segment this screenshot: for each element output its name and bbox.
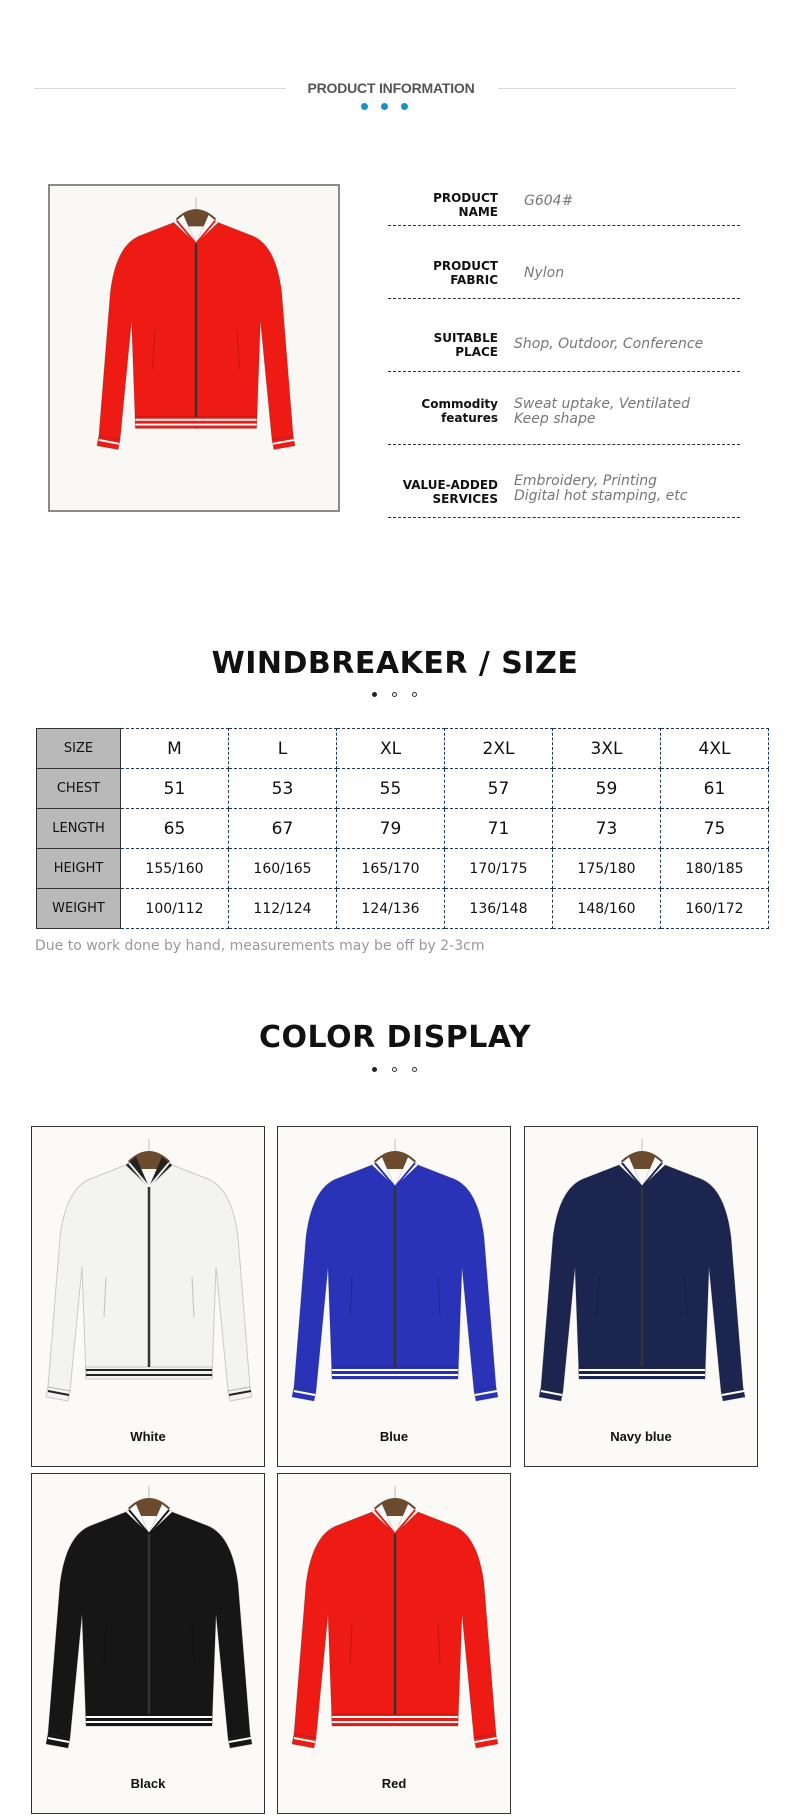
table-cell: 136/148 bbox=[445, 889, 553, 929]
table-cell: 100/112 bbox=[121, 889, 229, 929]
title-dot bbox=[372, 1067, 377, 1072]
table-cell: 57 bbox=[445, 769, 553, 809]
table-cell: 160/165 bbox=[229, 849, 337, 889]
size-column-header: 3XL bbox=[553, 729, 661, 769]
table-cell: 53 bbox=[229, 769, 337, 809]
header-dot bbox=[401, 103, 408, 110]
table-cell: 75 bbox=[661, 809, 769, 849]
row-label-weight: WEIGHT bbox=[37, 889, 121, 929]
color-swatch-card[interactable] bbox=[277, 1126, 511, 1467]
table-cell: 51 bbox=[121, 769, 229, 809]
jacket-illustration bbox=[278, 1127, 511, 1467]
section-title-size: WINDBREAKER / SIZE bbox=[211, 646, 579, 681]
info-value: Sweat uptake, Ventilated Keep shape bbox=[514, 396, 690, 427]
color-swatch-card[interactable] bbox=[31, 1473, 265, 1814]
size-column-header: XL bbox=[337, 729, 445, 769]
info-row bbox=[388, 176, 740, 226]
color-swatch-card[interactable] bbox=[277, 1473, 511, 1814]
info-row bbox=[388, 445, 740, 518]
section-title-color-display: COLOR DISPLAY bbox=[259, 1020, 531, 1055]
table-cell: 55 bbox=[337, 769, 445, 809]
table-cell: 155/160 bbox=[121, 849, 229, 889]
table-row bbox=[37, 849, 769, 889]
jacket-illustration bbox=[525, 1127, 758, 1467]
title-dot bbox=[392, 692, 397, 697]
table-row bbox=[37, 889, 769, 929]
title-dot bbox=[412, 692, 417, 697]
info-row bbox=[388, 372, 740, 445]
table-cell: 59 bbox=[553, 769, 661, 809]
row-label-length: LENGTH bbox=[37, 809, 121, 849]
info-row bbox=[388, 299, 740, 372]
jacket-illustration bbox=[50, 186, 340, 512]
table-cell: 61 bbox=[661, 769, 769, 809]
size-column-header: M bbox=[121, 729, 229, 769]
info-label: SUITABLE PLACE bbox=[433, 331, 498, 359]
info-label: Commodity features bbox=[421, 397, 498, 425]
product-main-image bbox=[48, 184, 340, 512]
color-label: Red bbox=[381, 1776, 407, 1791]
measurement-note: Due to work done by hand, measurements may be off by 2-3cm bbox=[35, 938, 485, 954]
table-cell: 165/170 bbox=[337, 849, 445, 889]
table-cell: 170/175 bbox=[445, 849, 553, 889]
jacket-illustration bbox=[278, 1474, 511, 1814]
title-dot bbox=[392, 1067, 397, 1072]
row-label-height: HEIGHT bbox=[37, 849, 121, 889]
info-label: PRODUCT FABRIC bbox=[433, 259, 498, 287]
section-title-product-information: PRODUCT INFORMATION bbox=[307, 80, 475, 96]
size-column-header: L bbox=[229, 729, 337, 769]
color-label: White bbox=[130, 1429, 166, 1444]
color-label: Navy blue bbox=[610, 1429, 672, 1444]
info-value: G604# bbox=[524, 193, 574, 209]
table-cell: 160/172 bbox=[661, 889, 769, 929]
table-cell: 79 bbox=[337, 809, 445, 849]
table-row bbox=[37, 729, 769, 769]
jacket-illustration bbox=[32, 1474, 265, 1814]
color-label: Blue bbox=[379, 1429, 409, 1444]
header-rule-left bbox=[34, 88, 286, 89]
title-dot bbox=[412, 1067, 417, 1072]
jacket-illustration bbox=[32, 1127, 265, 1467]
table-cell: 65 bbox=[121, 809, 229, 849]
table-cell: 71 bbox=[445, 809, 553, 849]
info-label: PRODUCT NAME bbox=[433, 191, 498, 219]
info-row bbox=[388, 226, 740, 299]
table-cell: 175/180 bbox=[553, 849, 661, 889]
color-swatch-card[interactable] bbox=[524, 1126, 758, 1467]
size-table bbox=[36, 728, 769, 929]
info-value: Shop, Outdoor, Conference bbox=[514, 336, 704, 352]
color-swatch-card[interactable] bbox=[31, 1126, 265, 1467]
color-label: Black bbox=[130, 1776, 166, 1791]
size-header-cell: SIZE bbox=[37, 729, 121, 769]
row-label-chest: CHEST bbox=[37, 769, 121, 809]
header-rule-right bbox=[498, 88, 736, 89]
table-cell: 148/160 bbox=[553, 889, 661, 929]
header-dot bbox=[381, 103, 388, 110]
table-cell: 73 bbox=[553, 809, 661, 849]
info-label: VALUE-ADDED SERVICES bbox=[402, 478, 498, 506]
table-row bbox=[37, 809, 769, 849]
table-cell: 67 bbox=[229, 809, 337, 849]
title-dot bbox=[372, 692, 377, 697]
table-cell: 112/124 bbox=[229, 889, 337, 929]
table-cell: 180/185 bbox=[661, 849, 769, 889]
size-column-header: 4XL bbox=[661, 729, 769, 769]
info-value: Nylon bbox=[524, 265, 565, 281]
table-row bbox=[37, 769, 769, 809]
table-cell: 124/136 bbox=[337, 889, 445, 929]
header-dot bbox=[361, 103, 368, 110]
size-column-header: 2XL bbox=[445, 729, 553, 769]
info-value: Embroidery, Printing Digital hot stamping, etc bbox=[514, 473, 688, 504]
